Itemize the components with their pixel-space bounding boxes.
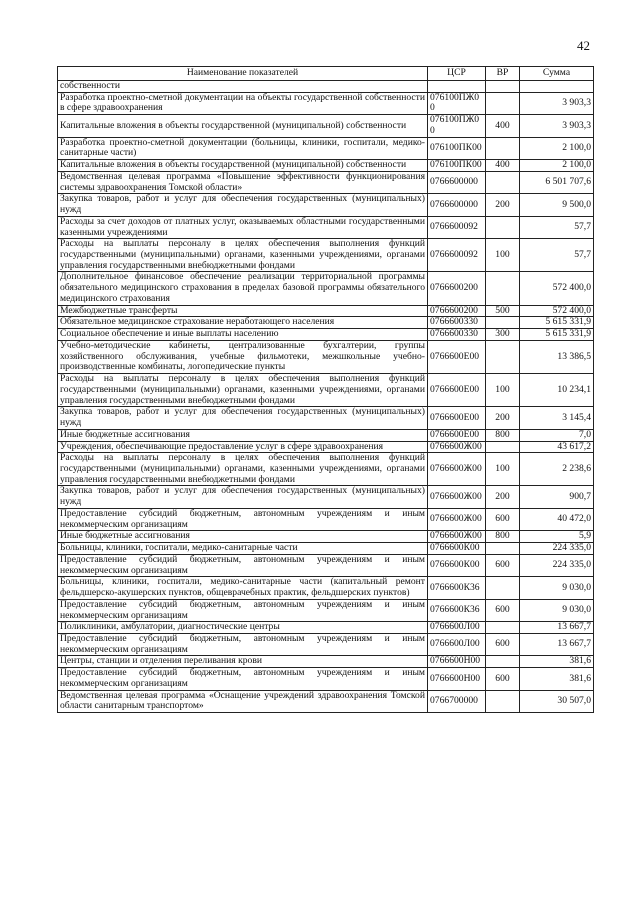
cell-vr (486, 317, 520, 329)
table-row (58, 216, 594, 238)
cell-vr (486, 92, 520, 114)
cell-name: Предоставление субсидий бюджетным, автономным учреждениям и иным некоммерческим организациям (58, 508, 428, 530)
cell-sum: 7,0 (520, 429, 594, 441)
cell-name: Дополнительное финансовое обеспечение реализации территориальной программы обязательного медицинского страхования в пределах базовой программы обязательного медицинского страхования (58, 272, 428, 305)
table-row (58, 194, 594, 216)
cell-vr: 600 (486, 554, 520, 576)
cell-sum: 224 335,0 (520, 554, 594, 576)
header-csr: ЦСР (428, 67, 486, 81)
cell-name: Межбюджетные трансферты (58, 305, 428, 317)
cell-vr (486, 340, 520, 373)
table-row (58, 622, 594, 634)
cell-vr (486, 622, 520, 634)
table-row (58, 305, 594, 317)
table-row (58, 92, 594, 114)
cell-vr (486, 543, 520, 555)
table-body (58, 81, 594, 713)
cell-vr: 400 (486, 115, 520, 137)
cell-name: Иные бюджетные ассигнования (58, 429, 428, 441)
cell-csr: 0766700000 (428, 690, 486, 712)
cell-sum: 30 507,0 (520, 690, 594, 712)
cell-name: Капитальные вложения в объекты государственной (муниципальной) собственности (58, 160, 428, 172)
table-row (58, 81, 594, 93)
cell-csr: 076100ПК00 (428, 137, 486, 159)
cell-vr: 600 (486, 508, 520, 530)
cell-sum: 40 472,0 (520, 508, 594, 530)
cell-csr: 0766600Ж00 (428, 508, 486, 530)
cell-name: Расходы на выплаты персоналу в целях обеспечения выполнения функций государственными (муниципальными) органами, казенными учреждениями, органами управления государственными внебюджетными фондами (58, 239, 428, 272)
cell-vr: 100 (486, 239, 520, 272)
cell-sum: 10 234,1 (520, 374, 594, 407)
cell-vr: 400 (486, 160, 520, 172)
cell-name: Разработка проектно-сметной документации на объекты государственной собственности в сфере здравоохранения (58, 92, 428, 114)
cell-vr (486, 441, 520, 453)
cell-sum: 9 030,0 (520, 599, 594, 621)
cell-sum: 2 238,6 (520, 453, 594, 486)
cell-name: Расходы на выплаты персоналу в целях обеспечения выполнения функций государственными (муниципальными) органами, казенными учреждениями, органами управления государственными внебюджетными фондами (58, 374, 428, 407)
cell-sum: 9 030,0 (520, 577, 594, 599)
cell-sum: 5 615 331,9 (520, 329, 594, 341)
cell-vr: 800 (486, 429, 520, 441)
page-number: 42 (577, 38, 590, 53)
cell-vr: 100 (486, 374, 520, 407)
cell-name: Разработка проектно-сметной документации (больницы, клиники, госпитали, медико-санитарные части) (58, 137, 428, 159)
cell-csr: 0766600000 (428, 194, 486, 216)
table-row (58, 137, 594, 159)
cell-sum: 5 615 331,9 (520, 317, 594, 329)
cell-name: Ведомственная целевая программа «Повышение эффективности функционирования системы здравоохранения Томской области» (58, 171, 428, 193)
table-row (58, 407, 594, 429)
cell-name: Предоставление субсидий бюджетным, автономным учреждениям и иным некоммерческим организациям (58, 554, 428, 576)
cell-name: Расходы на выплаты персоналу в целях обеспечения выполнения функций государственными (муниципальными) органами, казенными учреждениями, органами управления государственными внебюджетными фондами (58, 453, 428, 486)
table-header-row (58, 67, 594, 81)
cell-sum: 43 617,2 (520, 441, 594, 453)
cell-sum: 13 667,7 (520, 633, 594, 655)
cell-csr: 076100ПК00 (428, 160, 486, 172)
cell-name: Предоставление субсидий бюджетным, автономным учреждениям и иным некоммерческим организациям (58, 668, 428, 690)
cell-name: Учреждения, обеспечивающие предоставление услуг в сфере здравоохранения (58, 441, 428, 453)
cell-csr: 0766600092 (428, 216, 486, 238)
table-row (58, 239, 594, 272)
cell-name: Расходы за счет доходов от платных услуг, оказываемых областными государственными казенными учреждениями (58, 216, 428, 238)
cell-vr: 600 (486, 633, 520, 655)
cell-sum: 13 667,7 (520, 622, 594, 634)
cell-csr: 0766600Н00 (428, 668, 486, 690)
table-row (58, 508, 594, 530)
cell-vr (486, 272, 520, 305)
table-row (58, 554, 594, 576)
cell-csr: 0766600Н00 (428, 656, 486, 668)
cell-vr: 200 (486, 407, 520, 429)
cell-sum: 3 903,3 (520, 92, 594, 114)
cell-csr: 0766600330 (428, 329, 486, 341)
cell-csr (428, 81, 486, 93)
cell-name: Предоставление субсидий бюджетным, автономным учреждениям и иным некоммерческим организациям (58, 599, 428, 621)
cell-csr: 0766600Е00 (428, 407, 486, 429)
cell-csr: 0766600200 (428, 305, 486, 317)
table-row (58, 272, 594, 305)
table-row (58, 543, 594, 555)
cell-sum: 3 145,4 (520, 407, 594, 429)
table-row (58, 340, 594, 373)
cell-csr: 0766600Л00 (428, 622, 486, 634)
cell-sum: 224 335,0 (520, 543, 594, 555)
cell-vr (486, 171, 520, 193)
cell-sum: 572 400,0 (520, 305, 594, 317)
cell-sum: 9 500,0 (520, 194, 594, 216)
table-row (58, 374, 594, 407)
cell-vr (486, 690, 520, 712)
cell-csr: 0766600К00 (428, 543, 486, 555)
cell-name: Иные бюджетные ассигнования (58, 531, 428, 543)
table-row (58, 329, 594, 341)
cell-vr: 200 (486, 486, 520, 508)
table-row (58, 453, 594, 486)
header-name: Наименование показателей (58, 67, 428, 81)
cell-vr: 600 (486, 599, 520, 621)
cell-csr: 0766600К36 (428, 577, 486, 599)
table-row (58, 486, 594, 508)
cell-sum: 57,7 (520, 216, 594, 238)
cell-csr: 0766600Ж00 (428, 531, 486, 543)
cell-name: Поликлиники, амбулатории, диагностические центры (58, 622, 428, 634)
cell-name: Обязательное медицинское страхование неработающего населения (58, 317, 428, 329)
cell-vr (486, 656, 520, 668)
cell-sum: 381,6 (520, 668, 594, 690)
table-row (58, 690, 594, 712)
cell-csr: 0766600Е00 (428, 429, 486, 441)
table-row (58, 429, 594, 441)
cell-name: Социальное обеспечение и иные выплаты населению (58, 329, 428, 341)
cell-csr: 0766600К36 (428, 599, 486, 621)
cell-sum: 6 501 707,6 (520, 171, 594, 193)
cell-vr: 600 (486, 668, 520, 690)
cell-sum: 572 400,0 (520, 272, 594, 305)
table-row (58, 531, 594, 543)
cell-vr (486, 577, 520, 599)
table-row (58, 668, 594, 690)
cell-vr: 300 (486, 329, 520, 341)
cell-vr (486, 216, 520, 238)
cell-name: Закупка товаров, работ и услуг для обеспечения государственных (муниципальных) нужд (58, 194, 428, 216)
cell-vr: 100 (486, 453, 520, 486)
cell-name: Закупка товаров, работ и услуг для обеспечения государственных (муниципальных) нужд (58, 407, 428, 429)
cell-sum: 57,7 (520, 239, 594, 272)
table-row (58, 633, 594, 655)
cell-sum: 2 100,0 (520, 137, 594, 159)
cell-name: собственности (58, 81, 428, 93)
table-row (58, 577, 594, 599)
cell-csr: 0766600092 (428, 239, 486, 272)
cell-sum (520, 81, 594, 93)
cell-csr: 0766600Л00 (428, 633, 486, 655)
cell-vr (486, 81, 520, 93)
table-row (58, 599, 594, 621)
cell-vr (486, 137, 520, 159)
cell-vr: 800 (486, 531, 520, 543)
cell-csr: 076100ПЖ00 (428, 115, 486, 137)
cell-csr: 0766600330 (428, 317, 486, 329)
table-row (58, 656, 594, 668)
cell-name: Закупка товаров, работ и услуг для обеспечения государственных (муниципальных) нужд (58, 486, 428, 508)
cell-csr: 0766600000 (428, 171, 486, 193)
budget-table (57, 66, 594, 713)
cell-name: Центры, станции и отделения переливания крови (58, 656, 428, 668)
cell-csr: 0766600Е00 (428, 340, 486, 373)
cell-name: Больницы, клиники, госпитали, медико-санитарные части (58, 543, 428, 555)
cell-name: Больницы, клиники, госпитали, медико-санитарные части (капитальный ремонт фельдшерско-акушерских пунктов, общеврачебных практик, фельдшерских пунктов) (58, 577, 428, 599)
cell-csr: 0766600Ж00 (428, 441, 486, 453)
table-row (58, 160, 594, 172)
cell-csr: 0766600200 (428, 272, 486, 305)
cell-sum: 5,9 (520, 531, 594, 543)
table-row (58, 441, 594, 453)
cell-sum: 900,7 (520, 486, 594, 508)
table-row (58, 115, 594, 137)
cell-vr: 500 (486, 305, 520, 317)
cell-csr: 0766600Ж00 (428, 486, 486, 508)
table-row (58, 171, 594, 193)
cell-csr: 076100ПЖ00 (428, 92, 486, 114)
cell-sum: 3 903,3 (520, 115, 594, 137)
cell-vr: 200 (486, 194, 520, 216)
header-vr: ВР (486, 67, 520, 81)
cell-sum: 13 386,5 (520, 340, 594, 373)
cell-name: Учебно-методические кабинеты, централизованные бухгалтерии, группы хозяйственного обслуживания, учебные фильмотеки, межшкольные учебно-производственные комбинаты, логопедические пункты (58, 340, 428, 373)
header-sum: Сумма (520, 67, 594, 81)
cell-csr: 0766600Ж00 (428, 453, 486, 486)
cell-csr: 0766600К00 (428, 554, 486, 576)
cell-sum: 381,6 (520, 656, 594, 668)
cell-name: Ведомственная целевая программа «Оснащение учреждений здравоохранения Томской области санитарным транспортом» (58, 690, 428, 712)
cell-name: Капитальные вложения в объекты государственной (муниципальной) собственности (58, 115, 428, 137)
table-row (58, 317, 594, 329)
cell-name: Предоставление субсидий бюджетным, автономным учреждениям и иным некоммерческим организациям (58, 633, 428, 655)
cell-csr: 0766600Е00 (428, 374, 486, 407)
cell-sum: 2 100,0 (520, 160, 594, 172)
